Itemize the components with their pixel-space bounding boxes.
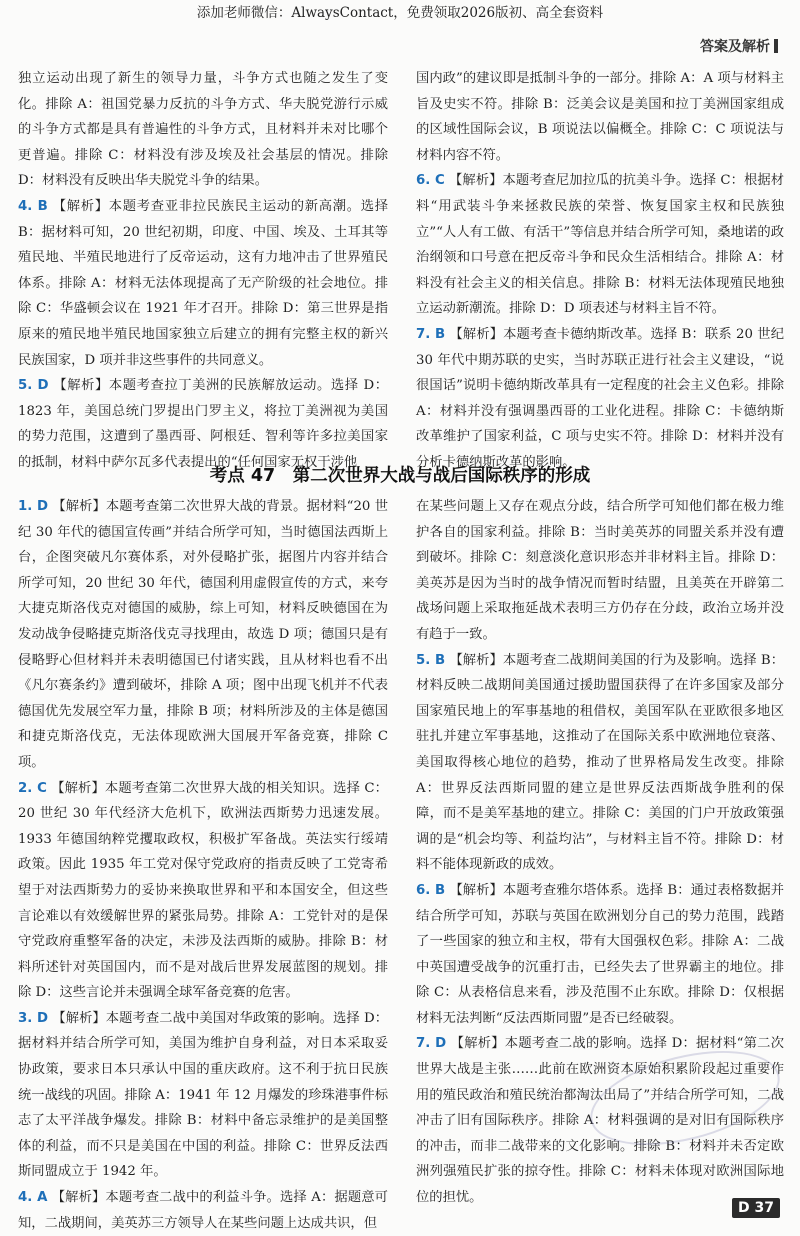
- answer-1: [18, 494, 388, 776]
- answer-5: [18, 373, 388, 475]
- paragraph: 国内政”的建议即是抵制斗争的一部分。排除 A：A 项与材料主旨及史实不符。排除 B：泛美会议是美国和拉丁美洲国家组成的区域性国际会议，B 项说法以偏概全。排除 C：C 项说法与材料内容不符。: [416, 71, 784, 163]
- answer-2: [18, 776, 388, 1006]
- answer-6: [416, 878, 784, 1032]
- paragraph: 在某些问题上又存在观点分歧，结合所学可知他们都在极力维护各自的国家利益。排除 B：当时美英苏的同盟关系并没有遭到破坏。排除 C：刻意淡化意识形态并非材料主旨。排除 D：美英苏是因为当时的战争情况而暂时结盟，且美英在开辟第二战场问题上采取拖延战术表明三方仍存在分歧，政治立场并没有趋于一致。: [416, 499, 784, 642]
- answer-4: [18, 194, 388, 373]
- answer-number: 5. D: [18, 378, 49, 394]
- answer-4: [18, 1185, 388, 1236]
- answer-number: 4. B: [18, 198, 48, 214]
- answer-number: 6. C: [416, 173, 445, 189]
- answer-number: 1. D: [18, 499, 49, 514]
- answer-text: 【解析】本题考查第二次世界大战的背景。据材料“20 世纪 30 年代的德国宣传画”并结合所学可知，当时德国法西斯上台，企图突破凡尔赛体系，对外侵略扩张，据图片内容并结合所学可知，20 世纪 30 年代，德国利用虚假宣传的方式，来夸大捷克斯洛伐克对德国的威胁，综上可知，材料反映德国在为发动战争侵略捷克斯洛伐克寻找理由，故选 D 项；德国只是有侵略野心但材料并未表明德国已付诸实践，且从材料也看不出《凡尔赛条约》遭到破坏，排除 A 项；图中出现飞机并不代表德国优先发展空军力量，排除 B 项；材料所涉及的主体是德国和捷克斯洛伐克，无法体现欧洲大国展开军备竞赛，排除 C 项。: [18, 499, 388, 770]
- section-header: [700, 36, 778, 56]
- answer-number: 5. B: [416, 652, 446, 668]
- answer-text: 【解析】本题考查亚非拉民族民主运动的新高潮。选择 B：据材料可知，20 世纪初期，印度、中国、埃及、土耳其等殖民地、半殖民地进行了反帝运动，这有力地冲击了世界殖民体系。排除 A：材料无法体现提高了无产阶级的社会地位。排除 C：华盛顿会议在 1921 年才召开。排除 D：第三世界是指原来的殖民地半殖民地国家独立后建立的拥有完整主权的新兴民族国家，D 项并非这些事件的共同意义。: [18, 198, 389, 368]
- answer-5: [416, 648, 784, 878]
- page-number: D 37: [732, 1198, 780, 1218]
- top-banner: 添加老师微信：AlwaysContact，免费领取2026版初、高全套资料: [196, 5, 604, 21]
- right-upper-column: [416, 66, 784, 476]
- answer-text: 【解析】本题考查拉丁美洲的民族解放运动。选择 D：1823 年，美国总统门罗提出门罗主义，将拉丁美洲视为美国的势力范围，这遭到了墨西哥、阿根廷、智利等许多拉美国家的抵制，材料中萨尔瓦多代表提出的“任何国家无权干涉他: [18, 378, 388, 470]
- answer-text: 【解析】本题考查二战中的利益斗争。选择 A：据题意可知，二战期间，美英苏三方领导人在某些问题上达成共识，但: [18, 1190, 388, 1231]
- answer-text: 【解析】本题考查卡德纳斯改革。选择 B：联系 20 世纪 30 年代中期苏联的史实，当时苏联正进行社会主义建设，“说很国话”说明卡德纳斯改革具有一定程度的社会主义色彩。排除 A：材料并没有强调墨西哥的工业化进程。排除 C：卡德纳斯改革维护了国家利益，C 项与史实不符。排除 D：材料并没有分析卡德纳斯改革的影响。: [416, 326, 784, 470]
- paragraph: 独立运动出现了新生的领导力量，斗争方式也随之发生了变化。排除 A：祖国党暴力反抗的斗争方式、华夫脱党游行示威的斗争方式都是具有普遍性的斗争方式，且材料并未对比哪个更普遍。排除 C：材料没有涉及埃及社会基层的情况。排除 D：材料没有反映出华夫脱党斗争的结果。: [18, 71, 388, 189]
- answer-number: 3. D: [18, 1010, 49, 1026]
- header-bar-icon: [774, 39, 778, 53]
- answer-text: 【解析】本题考查尼加拉瓜的抗美斗争。选择 C：根据材料“用武装斗争来拯救民族的荣誉、恢复国家主权和民族独立”“人人有工做、有活干”等信息并结合所学可知，桑地诺的政治纲领和口号意在把反帝斗争和民众生活相结合。排除 A：材料没有社会主义的相关信息。排除 B：材料无法体现殖民地独立运动新潮流。排除 D：D 项表述与材料主旨不符。: [416, 173, 784, 317]
- answer-6: [416, 168, 784, 322]
- answer-text: 【解析】本题考查雅尔塔体系。选择 B：通过表格数据并结合所学可知，苏联与英国在欧洲划分自己的势力范围，践踏了一些国家的独立和主权，带有大国强权色彩。排除 A：二战中英国遭受战争的沉重打击，已经失去了世界霸主的地位。排除 C：从表格信息来看，涉及范围不止东欧。排除 D：仅根据材料无法判断“反法西斯同盟”是否已经破裂。: [416, 882, 785, 1026]
- answer-number: 7. D: [416, 1036, 447, 1052]
- section-title: 考点 47 第二次世界大战与战后国际秩序的形成: [209, 466, 591, 486]
- answer-number: 2. C: [18, 780, 47, 796]
- answer-number: 7. B: [416, 326, 446, 342]
- answer-text: 【解析】本题考查二战的影响。选择 D：据材料“第二次世界大战是主张……此前在欧洲资本原始积累阶段起过重要作用的殖民政治和殖民统治都淘汰出局了”并结合所学可知，二战冲击了旧有国际秩序。排除 A：材料强调的是对旧有国际秩序的冲击，而非二战带来的文化影响。排除 B：材料并未否定欧洲列强殖民扩张的掠夺性。排除 C：材料未体现对欧洲国际地位的担忧。: [416, 1036, 784, 1206]
- header-label: 答案及解析: [700, 39, 770, 55]
- answer-7: [416, 322, 784, 476]
- answer-number: 4. A: [18, 1190, 48, 1206]
- left-lower-column: [18, 494, 388, 1236]
- answer-text: 【解析】本题考查二战中美国对华政策的影响。选择 D：据材料并结合所学可知，美国为维护自身利益，对日本采取妥协政策，要求日本只承认中国的重庆政府。这不利于抗日民族统一战线的巩固。排除 A：1941 年 12 月爆发的珍珠港事件标志了太平洋战争爆发。排除 B：材料中备忘录维护的是美国整体的利益，而不只是美国在中国的利益。排除 C：世界反法西斯同盟成立于 1942 年。: [18, 1010, 388, 1180]
- answer-text: 【解析】本题考查二战期间美国的行为及影响。选择 B：材料反映二战期间美国通过援助盟国获得了在许多国家及部分国家殖民地上的军事基地的租借权，美国军队在亚欧很多地区驻扎并建立军事基地，这推动了在国际关系中欧洲地位衰落、美国取得核心地位的趋势，推动了世界格局发生改变。排除 A：世界反法西斯同盟的建立是世界反法西斯战争胜利的保障，而不是美军基地的建立。排除 C：美国的门户开放政策强调的是“机会均等、利益均沾”，与材料主旨不符。排除 D：材料不能体现新政的成效。: [416, 652, 785, 873]
- answer-3: [18, 1006, 388, 1185]
- answer-text: 【解析】本题考查第二次世界大战的相关知识。选择 C：20 世纪 30 年代经济大危机下，欧洲法西斯势力迅速发展。1933 年德国纳粹党攫取政权，积极扩军备战。英法实行绥靖政策。因此 1935 年工党对保守党政府的指责反映了工党寄希望于对法西斯势力的妥协来换取世界和平和本国安全，但这些言论难以有效缓解世界的紧张局势。排除 A：工党针对的是保守党政府重整军备的决定，未涉及法西斯的威胁。排除 B：材料所述针对英国国内，而不是对战后世界发展蓝图的规划。排除 D：这些言论并未强调全球军备竞赛的危害。: [18, 780, 388, 1001]
- left-upper-column: [18, 66, 388, 476]
- answer-number: 6. B: [416, 882, 446, 898]
